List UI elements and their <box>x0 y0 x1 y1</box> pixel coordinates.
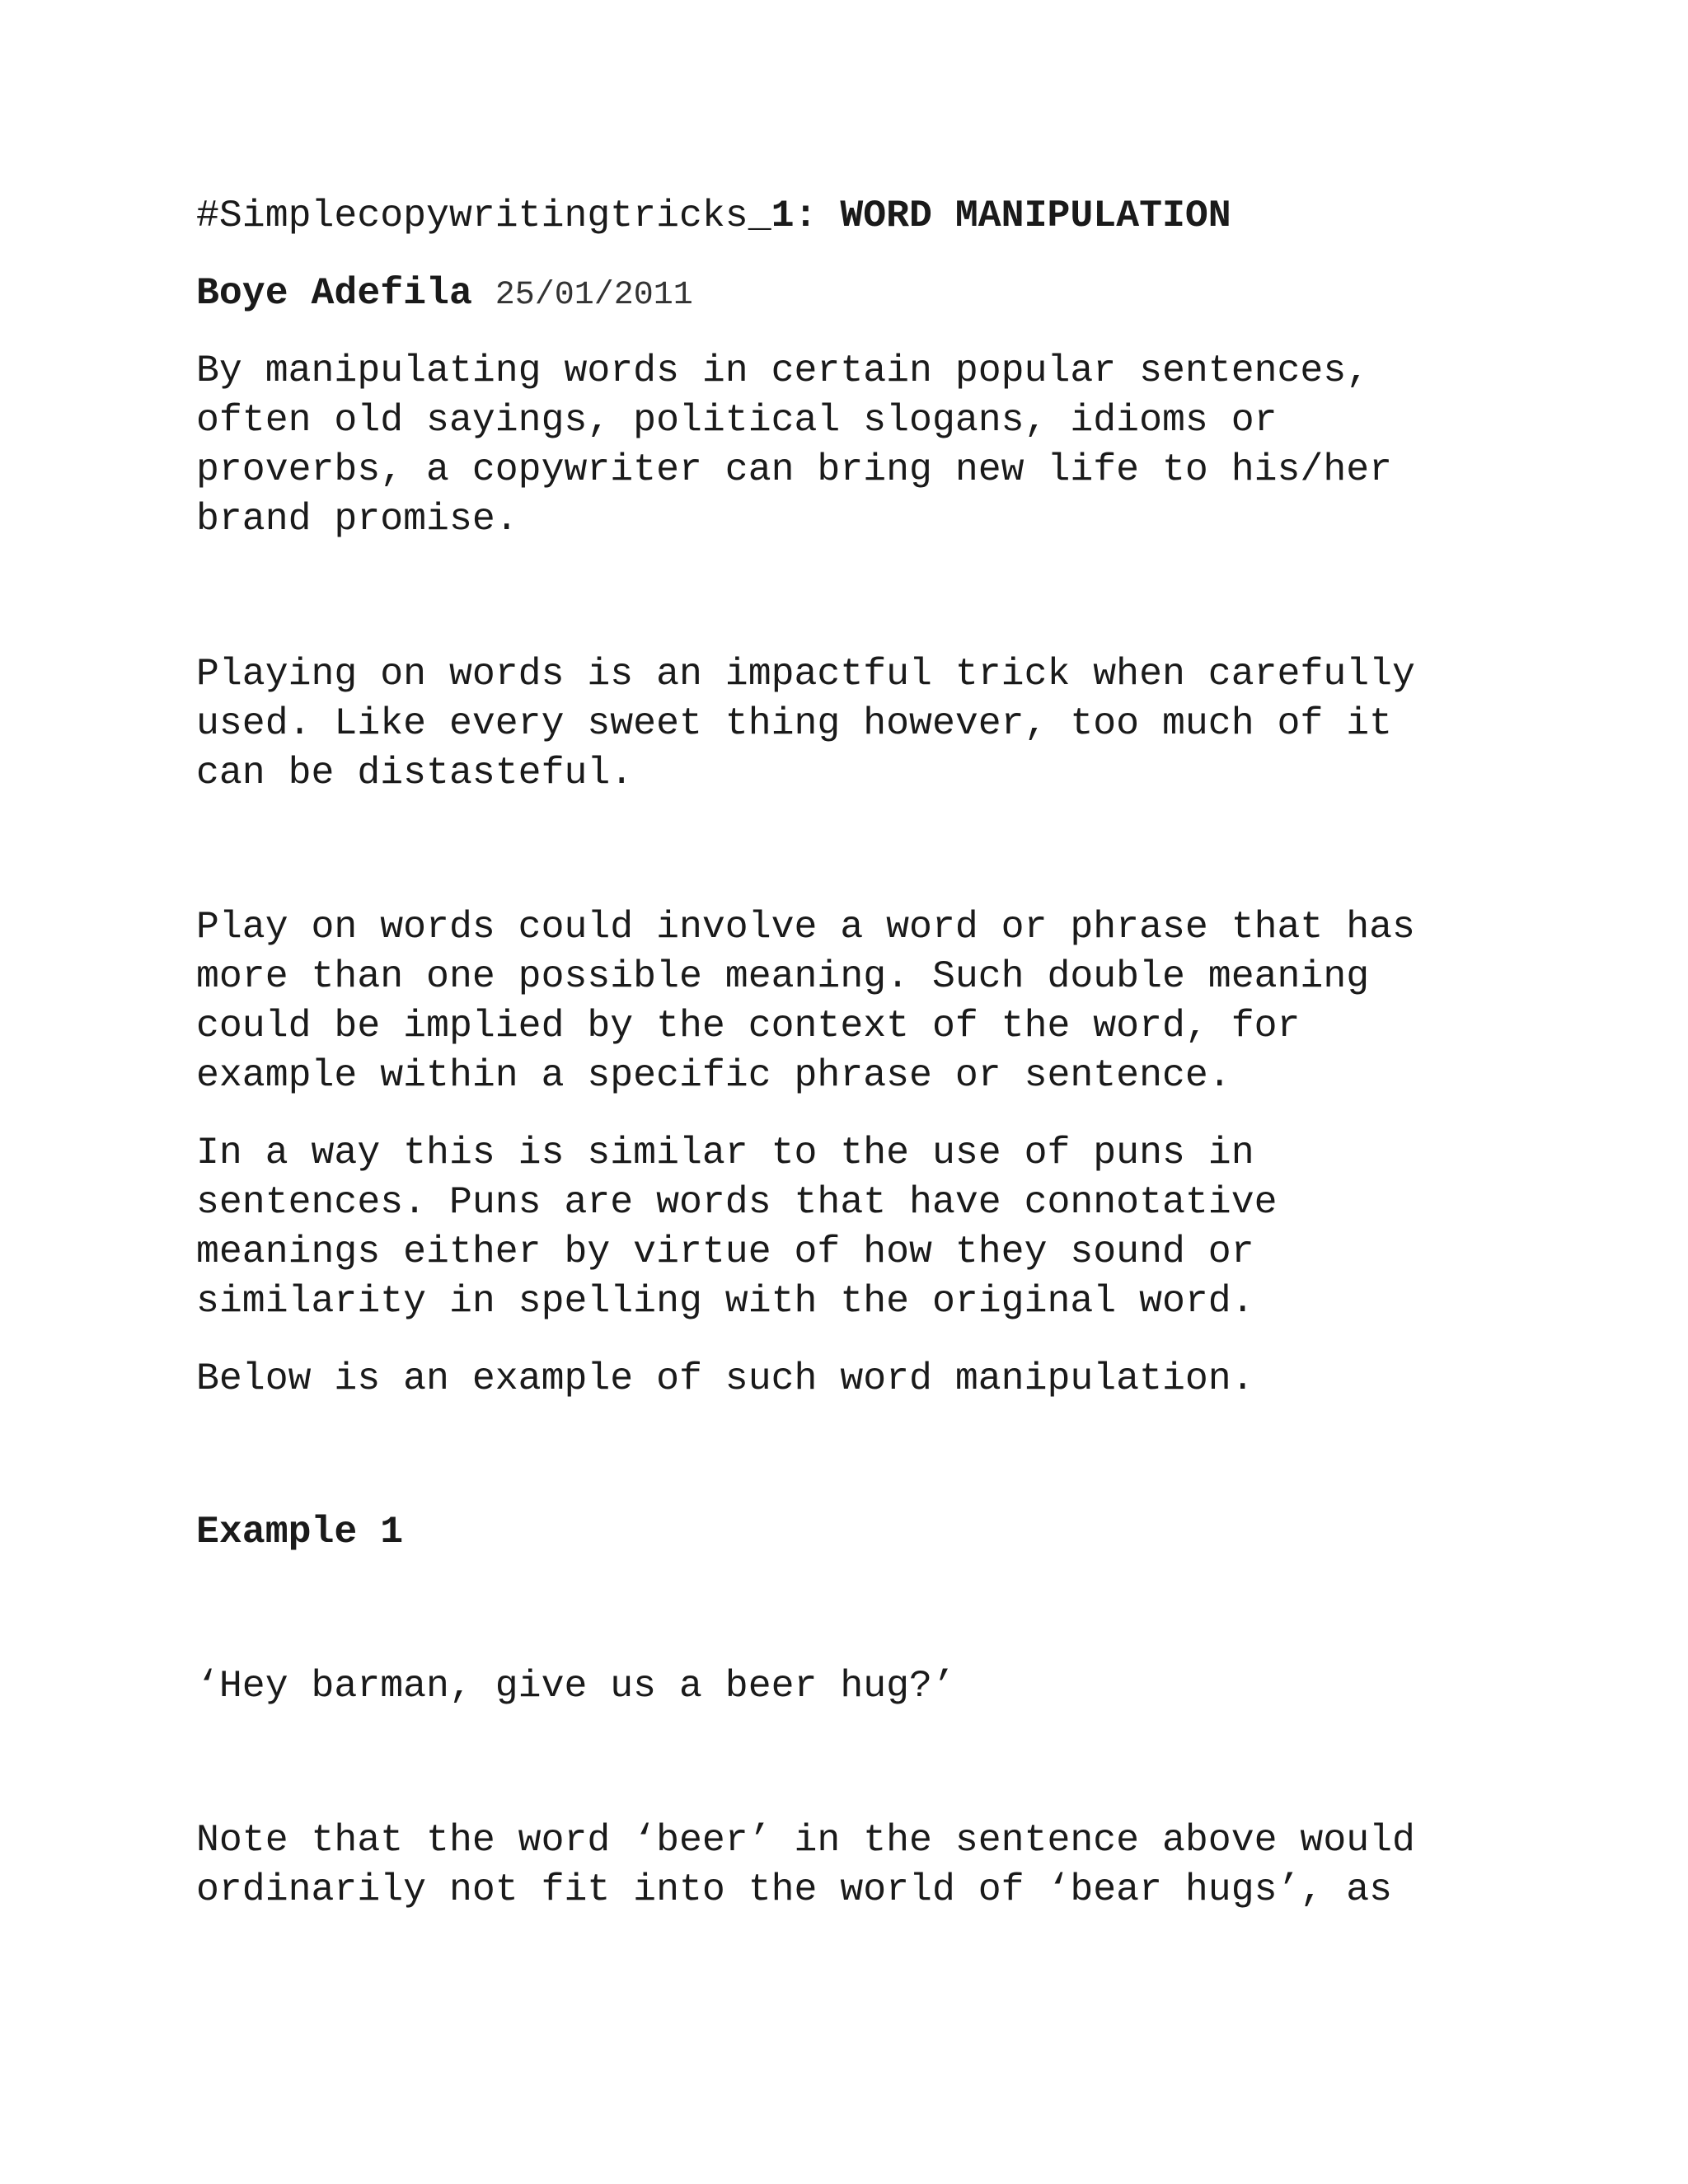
paragraph-line: more than one possible meaning. Such double meaning <box>196 954 1370 998</box>
paragraph-line: often old sayings, political slogans, idioms or <box>196 398 1278 442</box>
paragraph-line: could be implied by the context of the word, for <box>196 1004 1301 1047</box>
publish-date: 25/01/2011 <box>495 277 693 314</box>
paragraph-line: used. Like every sweet thing however, too much of it <box>196 701 1393 745</box>
paragraph-line: By manipulating words in certain popular sentences, <box>196 349 1370 392</box>
paragraph-line: In a way this is similar to the use of puns in <box>196 1131 1254 1174</box>
title-heading: _1: WORD MANIPULATION <box>748 194 1231 237</box>
paragraph-line: meanings either by virtue of how they sound or <box>196 1230 1254 1273</box>
paragraph-line: Note that the word ‘beer’ in the sentence above would <box>196 1818 1415 1862</box>
byline <box>196 269 693 321</box>
example-quote: ‘Hey barman, give us a beer hug?’ <box>196 1664 955 1708</box>
paragraph-line: proverbs, a copywriter can bring new life to his/her <box>196 448 1393 491</box>
paragraph-line: can be distasteful. <box>196 751 634 794</box>
title-hashtag: #Simplecopywritingtricks <box>196 194 748 237</box>
paragraph-line: Play on words could involve a word or phrase that has <box>196 905 1415 949</box>
paragraph-line: ordinarily not fit into the world of ‘bear hugs’, as <box>196 1868 1393 1911</box>
document-title <box>196 191 1231 241</box>
author-name: Boye Adefila <box>196 271 472 315</box>
example-heading: Example 1 <box>196 1510 404 1554</box>
paragraph-line: Playing on words is an impactful trick when carefully <box>196 652 1415 696</box>
paragraph-line: Below is an example of such word manipulation. <box>196 1357 1254 1400</box>
paragraph-line: sentences. Puns are words that have connotative <box>196 1180 1278 1224</box>
paragraph-line: example within a specific phrase or sentence. <box>196 1053 1231 1097</box>
paragraph-line: brand promise. <box>196 497 518 541</box>
paragraph-line: similarity in spelling with the original word. <box>196 1279 1254 1323</box>
